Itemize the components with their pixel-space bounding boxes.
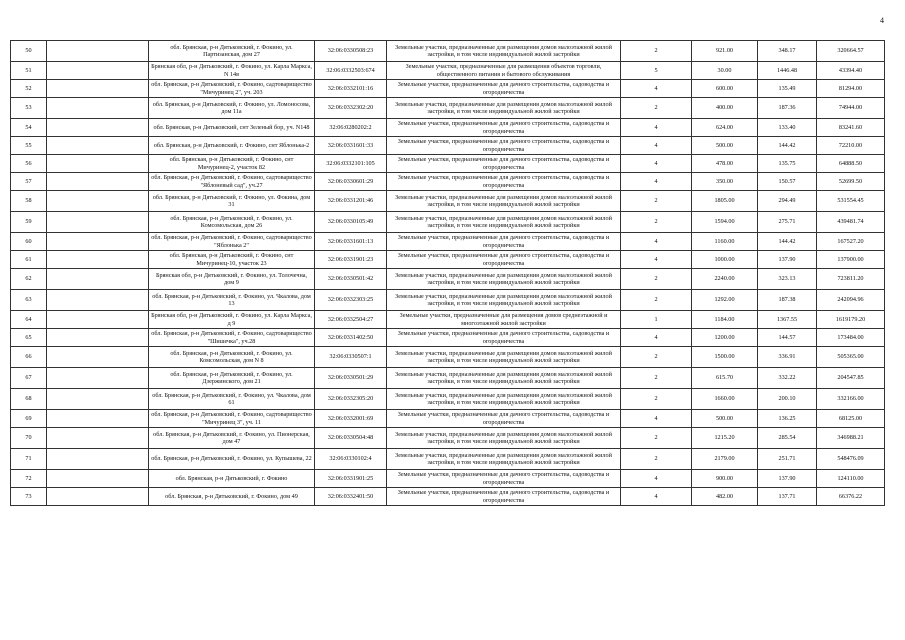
- address-cell: обл. Брянская, р-н Дятьковский, г. Фокино, садтоварищество "Мичуринец 2", уч. 203: [149, 80, 315, 98]
- group-cell: 2: [621, 41, 692, 62]
- cadastral-value-cell: 204547.85: [817, 368, 885, 389]
- group-cell: 4: [621, 488, 692, 506]
- unit-price-cell: 136.25: [758, 410, 817, 428]
- table-row: [11, 449, 885, 470]
- blank-cell: [47, 428, 149, 449]
- unit-price-cell: 200.10: [758, 389, 817, 410]
- table-row: [11, 233, 885, 251]
- area-cell: 1215.20: [692, 428, 758, 449]
- row-number: 55: [11, 137, 47, 155]
- unit-price-cell: 144.42: [758, 233, 817, 251]
- cadastral-value-cell: 43394.40: [817, 62, 885, 80]
- cadastral-number-cell: 32:06:0332101:16: [315, 80, 387, 98]
- group-cell: 4: [621, 80, 692, 98]
- address-cell: обл. Брянская, р-н Дятьковский, г. Фокино: [149, 470, 315, 488]
- table-row: [11, 251, 885, 269]
- row-number: 69: [11, 410, 47, 428]
- unit-price-cell: 137.90: [758, 470, 817, 488]
- cadastral-value-cell: 167527.20: [817, 233, 885, 251]
- land-use-cell: Земельные участки, предназначенные для дачного строительства, садоводства и огородничества: [387, 410, 621, 428]
- cadastral-number-cell: 32:06:0330105:49: [315, 212, 387, 233]
- blank-cell: [47, 80, 149, 98]
- cadastral-number-cell: 32:06:0330102:4: [315, 449, 387, 470]
- cadastral-value-cell: 81294.00: [817, 80, 885, 98]
- row-number: 61: [11, 251, 47, 269]
- address-cell: обл. Брянская, р-н Дятьковский, г. Фокино, ул. Купышева, 22: [149, 449, 315, 470]
- blank-cell: [47, 119, 149, 137]
- address-cell: обл. Брянская, р-н Дятьковский, г. Фокино, ул. Фокина, дом 31: [149, 191, 315, 212]
- area-cell: 1160.00: [692, 233, 758, 251]
- unit-price-cell: 137.71: [758, 488, 817, 506]
- row-number: 56: [11, 155, 47, 173]
- table-row: [11, 488, 885, 506]
- group-cell: 2: [621, 212, 692, 233]
- address-cell: обл. Брянская, р-н Дятьковский, г. Фокино, ул. Чкалова, дом 61: [149, 389, 315, 410]
- table-row: [11, 98, 885, 119]
- area-cell: 2240.00: [692, 269, 758, 290]
- unit-price-cell: 144.57: [758, 329, 817, 347]
- cadastral-number-cell: 32:06:0331601:13: [315, 233, 387, 251]
- area-cell: 615.70: [692, 368, 758, 389]
- blank-cell: [47, 410, 149, 428]
- group-cell: 4: [621, 251, 692, 269]
- unit-price-cell: 1446.48: [758, 62, 817, 80]
- group-cell: 4: [621, 233, 692, 251]
- land-use-cell: Земельные участки, предназначенные для размещения домов малоэтажной жилой застройки, в том числе индивидуальной жилой застройки: [387, 191, 621, 212]
- area-cell: 624.00: [692, 119, 758, 137]
- address-cell: Брянская обл, р-н Дятьковский, г. Фокино, ул. Карла Маркса, N 14в: [149, 62, 315, 80]
- address-cell: обл. Брянская, р-н Дятьковский, г. Фокино, садтоварищество "Яблоневый сад", уч.27: [149, 173, 315, 191]
- cadastral-number-cell: 32:06:0332503:674: [315, 62, 387, 80]
- unit-price-cell: 144.42: [758, 137, 817, 155]
- address-cell: обл. Брянская, р-н Дятьковский, г. Фокино, ул. Партизанская, дом 27: [149, 41, 315, 62]
- land-use-cell: Земельные участки, предназначенные для дачного строительства, садоводства и огородничества: [387, 155, 621, 173]
- address-cell: обл. Брянская, р-н Дятьковский, снт Зеленый бор, уч. N148: [149, 119, 315, 137]
- area-cell: 1184.00: [692, 311, 758, 329]
- blank-cell: [47, 251, 149, 269]
- unit-price-cell: 150.57: [758, 173, 817, 191]
- row-number: 66: [11, 347, 47, 368]
- cadastral-value-cell: 83241.60: [817, 119, 885, 137]
- unit-price-cell: 285.54: [758, 428, 817, 449]
- blank-cell: [47, 329, 149, 347]
- address-cell: обл. Брянская, р-н Дятьковский, г. Фокино, снт Яблонька-2: [149, 137, 315, 155]
- table-row: [11, 269, 885, 290]
- table-row: [11, 41, 885, 62]
- unit-price-cell: 133.40: [758, 119, 817, 137]
- unit-price-cell: 1367.55: [758, 311, 817, 329]
- land-use-cell: Земельные участки, предназначенные для размещения домов малоэтажной жилой застройки, в том числе индивидуальной жилой застройки: [387, 449, 621, 470]
- blank-cell: [47, 173, 149, 191]
- area-cell: 1660.00: [692, 389, 758, 410]
- row-number: 70: [11, 428, 47, 449]
- cadastral-value-cell: 723811.20: [817, 269, 885, 290]
- table-row: [11, 119, 885, 137]
- unit-price-cell: 187.36: [758, 98, 817, 119]
- table-row: [11, 173, 885, 191]
- row-number: 62: [11, 269, 47, 290]
- land-use-cell: Земельные участки, предназначенные для дачного строительства, садоводства и огородничества: [387, 251, 621, 269]
- group-cell: 1: [621, 311, 692, 329]
- unit-price-cell: 187.38: [758, 290, 817, 311]
- cadastral-number-cell: 32:06:0331402:50: [315, 329, 387, 347]
- area-cell: 350.00: [692, 173, 758, 191]
- unit-price-cell: 135.75: [758, 155, 817, 173]
- table-row: [11, 212, 885, 233]
- cadastral-number-cell: 32:06:0332303:25: [315, 290, 387, 311]
- table-row: [11, 368, 885, 389]
- address-cell: обл. Брянская, р-н Дятьковский, г. Фокино, садтоварищество "Яблонька 2": [149, 233, 315, 251]
- area-cell: 1200.00: [692, 329, 758, 347]
- blank-cell: [47, 269, 149, 290]
- row-number: 50: [11, 41, 47, 62]
- unit-price-cell: 323.13: [758, 269, 817, 290]
- area-cell: 500.00: [692, 410, 758, 428]
- cadastral-value-cell: 66376.22: [817, 488, 885, 506]
- area-cell: 1594.00: [692, 212, 758, 233]
- unit-price-cell: 251.71: [758, 449, 817, 470]
- group-cell: 4: [621, 173, 692, 191]
- table-body: [11, 41, 885, 506]
- group-cell: 4: [621, 155, 692, 173]
- cadastral-number-cell: 32:06:0332302:20: [315, 98, 387, 119]
- table-row: [11, 191, 885, 212]
- cadastral-value-cell: 52699.50: [817, 173, 885, 191]
- cadastral-number-cell: 32:06:0330507:1: [315, 347, 387, 368]
- address-cell: обл. Брянская, р-н Дятьковский, г. Фокино, снт Мичуринец-10, участок 23: [149, 251, 315, 269]
- row-number: 63: [11, 290, 47, 311]
- cadastral-number-cell: 32:06:0332401:50: [315, 488, 387, 506]
- cadastral-value-cell: 173484.00: [817, 329, 885, 347]
- unit-price-cell: 137.90: [758, 251, 817, 269]
- land-use-cell: Земельные участки, предназначенные для дачного строительства, садоводства и огородничества: [387, 137, 621, 155]
- cadastral-value-cell: 346988.21: [817, 428, 885, 449]
- land-use-cell: Земельные участки, предназначенные для размещения домов малоэтажной жилой застройки, в том числе индивидуальной жилой застройки: [387, 428, 621, 449]
- address-cell: обл. Брянская, р-н Дятьковский, г. Фокино, дом 49: [149, 488, 315, 506]
- row-number: 57: [11, 173, 47, 191]
- area-cell: 500.00: [692, 137, 758, 155]
- address-cell: Брянская обл, р-н Дятьковский, г. Фокино, ул. Толочечна, дом 9: [149, 269, 315, 290]
- area-cell: 1805.00: [692, 191, 758, 212]
- cadastral-value-cell: 68125.00: [817, 410, 885, 428]
- cadastral-value-cell: 439481.74: [817, 212, 885, 233]
- area-cell: 921.00: [692, 41, 758, 62]
- area-cell: 600.00: [692, 80, 758, 98]
- blank-cell: [47, 470, 149, 488]
- cadastral-value-cell: 332166.00: [817, 389, 885, 410]
- table-row: [11, 137, 885, 155]
- cadastral-number-cell: 32:06:0280202:2: [315, 119, 387, 137]
- unit-price-cell: 275.71: [758, 212, 817, 233]
- area-cell: 400.00: [692, 98, 758, 119]
- table-row: [11, 290, 885, 311]
- area-cell: 1500.00: [692, 347, 758, 368]
- blank-cell: [47, 191, 149, 212]
- table-row: [11, 470, 885, 488]
- land-use-cell: Земельные участки, предназначенные для размещения домов малоэтажной жилой застройки, в том числе индивидуальной жилой застройки: [387, 41, 621, 62]
- blank-cell: [47, 233, 149, 251]
- group-cell: 2: [621, 191, 692, 212]
- group-cell: 4: [621, 470, 692, 488]
- cadastral-number-cell: 32:06:0331901:25: [315, 470, 387, 488]
- cadastral-number-cell: 32:06:0330508:23: [315, 41, 387, 62]
- row-number: 53: [11, 98, 47, 119]
- group-cell: 4: [621, 329, 692, 347]
- area-cell: 900.00: [692, 470, 758, 488]
- cadastral-value-cell: 531554.45: [817, 191, 885, 212]
- row-number: 68: [11, 389, 47, 410]
- address-cell: обл. Брянская, р-н Дятьковский, г. Фокино, садтоварищество "Шишечка", уч.28: [149, 329, 315, 347]
- table-row: [11, 80, 885, 98]
- group-cell: 5: [621, 62, 692, 80]
- cadastral-value-cell: 242094.96: [817, 290, 885, 311]
- area-cell: 1292.00: [692, 290, 758, 311]
- row-number: 73: [11, 488, 47, 506]
- row-number: 71: [11, 449, 47, 470]
- address-cell: Брянская обл, р-н Дятьковский, г. Фокино, ул. Карла Маркса, д 9: [149, 311, 315, 329]
- blank-cell: [47, 41, 149, 62]
- address-cell: обл. Брянская, р-н Дятьковский, г. Фокино, ул. Комсомольская, дом 26: [149, 212, 315, 233]
- page-number: 4: [880, 16, 884, 25]
- address-cell: обл. Брянская, р-н Дятьковский, г. Фокино, ул. Пионерская, дом 47: [149, 428, 315, 449]
- cadastral-value-cell: 320664.57: [817, 41, 885, 62]
- area-cell: 482.00: [692, 488, 758, 506]
- cadastral-value-cell: 64888.50: [817, 155, 885, 173]
- land-use-cell: Земельные участки, предназначенные для размещения домов малоэтажной жилой застройки, в том числе индивидуальной жилой застройки: [387, 368, 621, 389]
- group-cell: 2: [621, 347, 692, 368]
- table-row: [11, 389, 885, 410]
- table-row: [11, 329, 885, 347]
- blank-cell: [47, 98, 149, 119]
- group-cell: 2: [621, 269, 692, 290]
- row-number: 54: [11, 119, 47, 137]
- cadastral-value-cell: 124110.00: [817, 470, 885, 488]
- blank-cell: [47, 212, 149, 233]
- cadastral-number-cell: 32:06:0330501:29: [315, 368, 387, 389]
- table-row: [11, 62, 885, 80]
- group-cell: 2: [621, 449, 692, 470]
- address-cell: обл. Брянская, р-н Дятьковский, г. Фокино, снт Мичуринец-2, участок 82: [149, 155, 315, 173]
- group-cell: 4: [621, 137, 692, 155]
- address-cell: обл. Брянская, р-н Дятьковский, г. Фокино, садтоварищество "Мичуринец 3", уч. 11: [149, 410, 315, 428]
- group-cell: 2: [621, 389, 692, 410]
- cadastral-number-cell: 32:06:0330504:48: [315, 428, 387, 449]
- unit-price-cell: 348.17: [758, 41, 817, 62]
- address-cell: обл. Брянская, р-н Дятьковский, г. Фокино, ул. Дзержинского, дом 21: [149, 368, 315, 389]
- group-cell: 4: [621, 410, 692, 428]
- cadastral-number-cell: 32:06:0332305:20: [315, 389, 387, 410]
- cadastral-value-cell: 137900.00: [817, 251, 885, 269]
- group-cell: 2: [621, 428, 692, 449]
- group-cell: 2: [621, 368, 692, 389]
- row-number: 67: [11, 368, 47, 389]
- cadastral-number-cell: 32:06:0330501:42: [315, 269, 387, 290]
- land-use-cell: Земельные участки, предназначенные для дачного строительства, садоводства и огородничества: [387, 173, 621, 191]
- blank-cell: [47, 449, 149, 470]
- land-use-cell: Земельные участки, предназначенные для дачного строительства, садоводства и огородничества: [387, 119, 621, 137]
- blank-cell: [47, 488, 149, 506]
- blank-cell: [47, 347, 149, 368]
- table-row: [11, 311, 885, 329]
- land-use-cell: Земельные участки, предназначенные для дачного строительства, садоводства и огородничества: [387, 470, 621, 488]
- table-row: [11, 155, 885, 173]
- unit-price-cell: 336.91: [758, 347, 817, 368]
- area-cell: 2179.00: [692, 449, 758, 470]
- table-row: [11, 428, 885, 449]
- cadastral-number-cell: 32:06:0330601:29: [315, 173, 387, 191]
- blank-cell: [47, 137, 149, 155]
- cadastral-number-cell: 32:06:0331901:23: [315, 251, 387, 269]
- address-cell: обл. Брянская, р-н Дятьковский, г. Фокино, ул. Ломоносова, дом 11а: [149, 98, 315, 119]
- cadastral-number-cell: 32:06:0332101:105: [315, 155, 387, 173]
- cadastral-value-cell: 72210.00: [817, 137, 885, 155]
- cadastral-number-cell: 32:06:0331601:33: [315, 137, 387, 155]
- group-cell: 2: [621, 98, 692, 119]
- row-number: 60: [11, 233, 47, 251]
- blank-cell: [47, 62, 149, 80]
- group-cell: 2: [621, 290, 692, 311]
- blank-cell: [47, 389, 149, 410]
- address-cell: обл. Брянская, р-н Дятьковский, г. Фокино, ул. Комсомольская, дом N 8: [149, 347, 315, 368]
- address-cell: обл. Брянская, р-н Дятьковский, г. Фокино, ул. Чкалова, дом 13: [149, 290, 315, 311]
- cadastral-number-cell: 32:06:0331201:46: [315, 191, 387, 212]
- area-cell: 1000.00: [692, 251, 758, 269]
- land-use-cell: Земельные участки, предназначенные для дачного строительства, садоводства и огородничества: [387, 488, 621, 506]
- area-cell: 30.00: [692, 62, 758, 80]
- blank-cell: [47, 155, 149, 173]
- row-number: 58: [11, 191, 47, 212]
- blank-cell: [47, 290, 149, 311]
- unit-price-cell: 135.49: [758, 80, 817, 98]
- land-use-cell: Земельные участки, предназначенные для дачного строительства, садоводства и огородничества: [387, 233, 621, 251]
- group-cell: 4: [621, 119, 692, 137]
- blank-cell: [47, 311, 149, 329]
- table-row: [11, 410, 885, 428]
- land-use-cell: Земельные участки, предназначенные для размещения домов среднеэтажной и многоэтажной жилой застройки: [387, 311, 621, 329]
- cadastral-value-cell: 505365.00: [817, 347, 885, 368]
- cadastral-value-cell: 1619179.20: [817, 311, 885, 329]
- table-row: [11, 347, 885, 368]
- unit-price-cell: 294.49: [758, 191, 817, 212]
- row-number: 59: [11, 212, 47, 233]
- land-use-cell: Земельные участки, предназначенные для размещения домов малоэтажной жилой застройки, в том числе индивидуальной жилой застройки: [387, 212, 621, 233]
- row-number: 51: [11, 62, 47, 80]
- land-use-cell: Земельные участки, предназначенные для дачного строительства, садоводства и огородничества: [387, 329, 621, 347]
- row-number: 72: [11, 470, 47, 488]
- row-number: 65: [11, 329, 47, 347]
- cadastral-number-cell: 32:06:0332504:27: [315, 311, 387, 329]
- row-number: 64: [11, 311, 47, 329]
- land-use-cell: Земельные участки, предназначенные для дачного строительства, садоводства и огородничества: [387, 80, 621, 98]
- land-use-cell: Земельные участки, предназначенные для размещения домов малоэтажной жилой застройки, в том числе индивидуальной жилой застройки: [387, 347, 621, 368]
- row-number: 52: [11, 80, 47, 98]
- area-cell: 478.00: [692, 155, 758, 173]
- land-use-cell: Земельные участки, предназначенные для размещения домов малоэтажной жилой застройки, в том числе индивидуальной жилой застройки: [387, 290, 621, 311]
- land-use-cell: Земельные участки, предназначенные для размещения домов малоэтажной жилой застройки, в том числе индивидуальной жилой застройки: [387, 269, 621, 290]
- cadastral-value-cell: 74944.00: [817, 98, 885, 119]
- cadastral-value-cell: 548476.09: [817, 449, 885, 470]
- land-use-cell: Земельные участки, предназначенные для размещения домов малоэтажной жилой застройки, в том числе индивидуальной жилой застройки: [387, 389, 621, 410]
- blank-cell: [47, 368, 149, 389]
- land-plots-table: [10, 40, 885, 506]
- land-use-cell: Земельные участки, предназначенные для размещения домов малоэтажной жилой застройки, в том числе индивидуальной жилой застройки: [387, 98, 621, 119]
- unit-price-cell: 332.22: [758, 368, 817, 389]
- land-use-cell: Земельные участки, предназначенные для размещения объектов торговли, общественного питания и бытового обслуживания: [387, 62, 621, 80]
- cadastral-number-cell: 32:06:0332001:69: [315, 410, 387, 428]
